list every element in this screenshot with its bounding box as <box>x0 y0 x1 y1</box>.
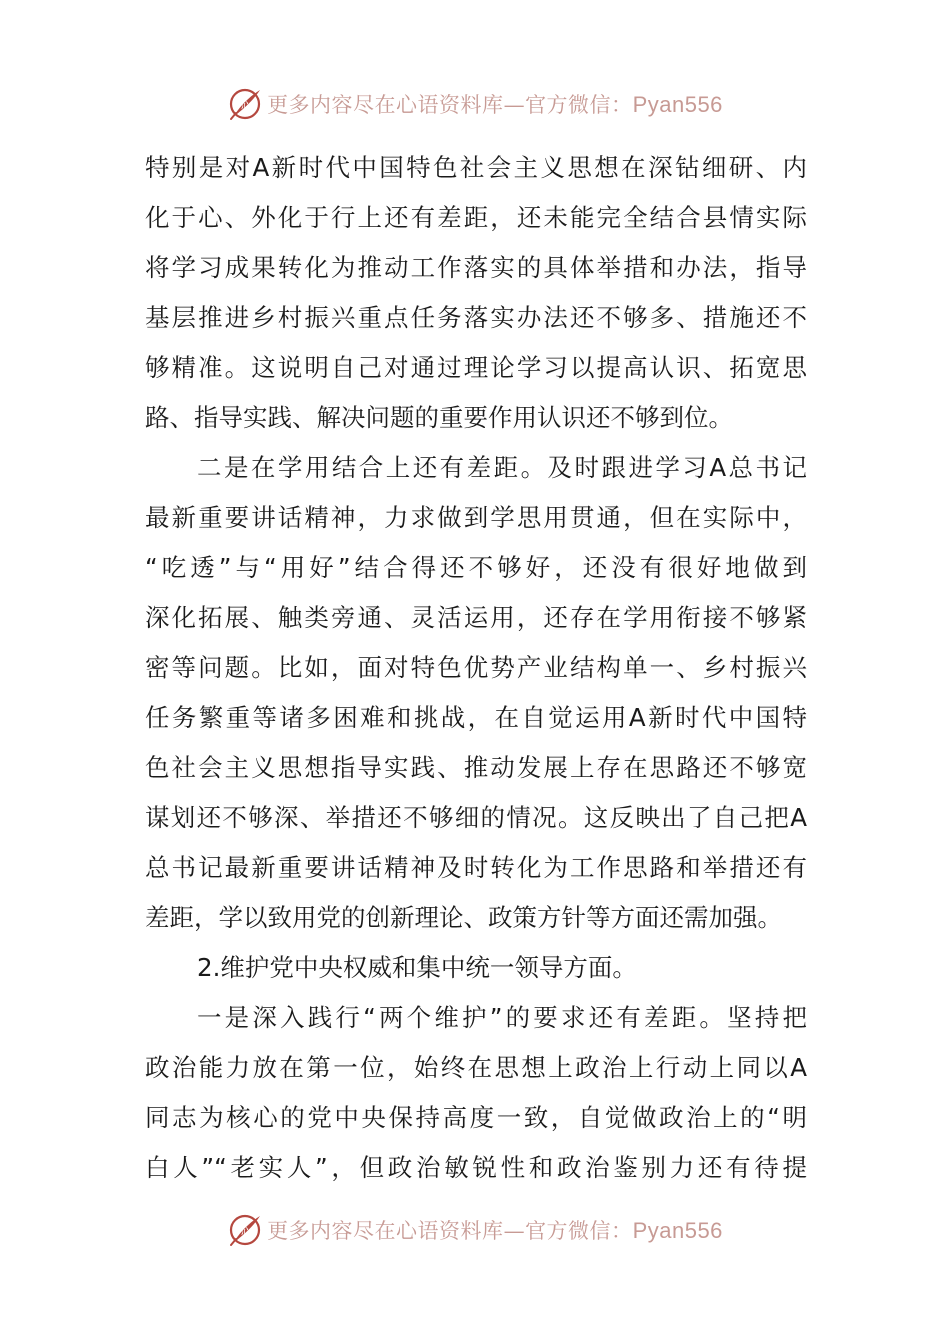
text-line: 路、指导实践、解决问题的重要作用认识还不够到位。 <box>145 403 733 432</box>
text-line: 白人”“老实人”，但政治敏锐性和政治鉴别力还有待提 <box>145 1153 807 1182</box>
watermark-wechat-id: Pyan556 <box>632 1218 723 1243</box>
text-line: 够精准。这说明自己对通过理论学习以提高认识、拓宽思 <box>145 353 807 382</box>
quill-seal-icon <box>227 1212 263 1248</box>
text-line: 色社会主义思想指导实践、推动发展上存在思路还不够宽 <box>145 753 807 782</box>
text-line: “吃透”与“用好”结合得还不够好，还没有很好地做到 <box>145 553 807 582</box>
text-line: 同志为核心的党中央保持高度一致，自觉做政治上的“明 <box>145 1103 807 1132</box>
text-line: 密等问题。比如，面对特色优势产业结构单一、乡村振兴 <box>145 653 807 682</box>
watermark-wechat-label: 官方微信： <box>525 1219 633 1243</box>
paragraph-start: 二是在学用结合上还有差距。及时跟进学习A总书记 <box>197 453 807 482</box>
watermark-dash: — <box>503 1219 526 1243</box>
header-watermark <box>0 82 950 126</box>
text-line: 将学习成果转化为推动工作落实的具体举措和办法，指导 <box>145 253 807 282</box>
quill-seal-icon <box>227 86 263 122</box>
text-line: 谋划还不够深、举措还不够细的情况。这反映出了自己把A <box>145 803 807 832</box>
footer-watermark <box>0 1208 950 1252</box>
paragraph-start: 一是深入践行“两个维护”的要求还有差距。坚持把 <box>197 1003 807 1032</box>
text-line: 差距，学以致用党的创新理论、政策方针等方面还需加强。 <box>145 903 782 932</box>
watermark-wechat-id: Pyan556 <box>632 92 723 117</box>
text-line: 最新重要讲话精神，力求做到学思用贯通，但在实际中， <box>145 503 807 532</box>
watermark-wechat-label: 官方微信： <box>525 93 633 117</box>
document-body <box>145 143 807 1193</box>
watermark-text <box>267 1215 723 1245</box>
watermark-dash: — <box>503 93 526 117</box>
svg-text:心: 心 <box>241 100 253 113</box>
text-line: 基层推进乡村振兴重点任务落实办法还不够多、措施还不 <box>145 303 807 332</box>
section-heading: 2.维护党中央权威和集中统一领导方面。 <box>197 953 637 982</box>
text-line: 化于心、外化于行上还有差距，还未能完全结合县情实际 <box>145 203 807 232</box>
text-line: 政治能力放在第一位，始终在思想上政治上行动上同以A <box>145 1053 807 1082</box>
svg-text:心: 心 <box>241 1226 253 1239</box>
text-line: 任务繁重等诸多困难和挑战，在自觉运用A新时代中国特 <box>145 703 807 732</box>
text-line: 总书记最新重要讲话精神及时转化为工作思路和举措还有 <box>145 853 807 882</box>
watermark-main-text: 更多内容尽在心语资料库 <box>267 93 504 117</box>
text-line: 特别是对A新时代中国特色社会主义思想在深钻细研、内 <box>145 153 807 182</box>
watermark-main-text: 更多内容尽在心语资料库 <box>267 1219 504 1243</box>
watermark-text <box>267 89 723 119</box>
text-line: 深化拓展、触类旁通、灵活运用，还存在学用衔接不够紧 <box>145 603 807 632</box>
